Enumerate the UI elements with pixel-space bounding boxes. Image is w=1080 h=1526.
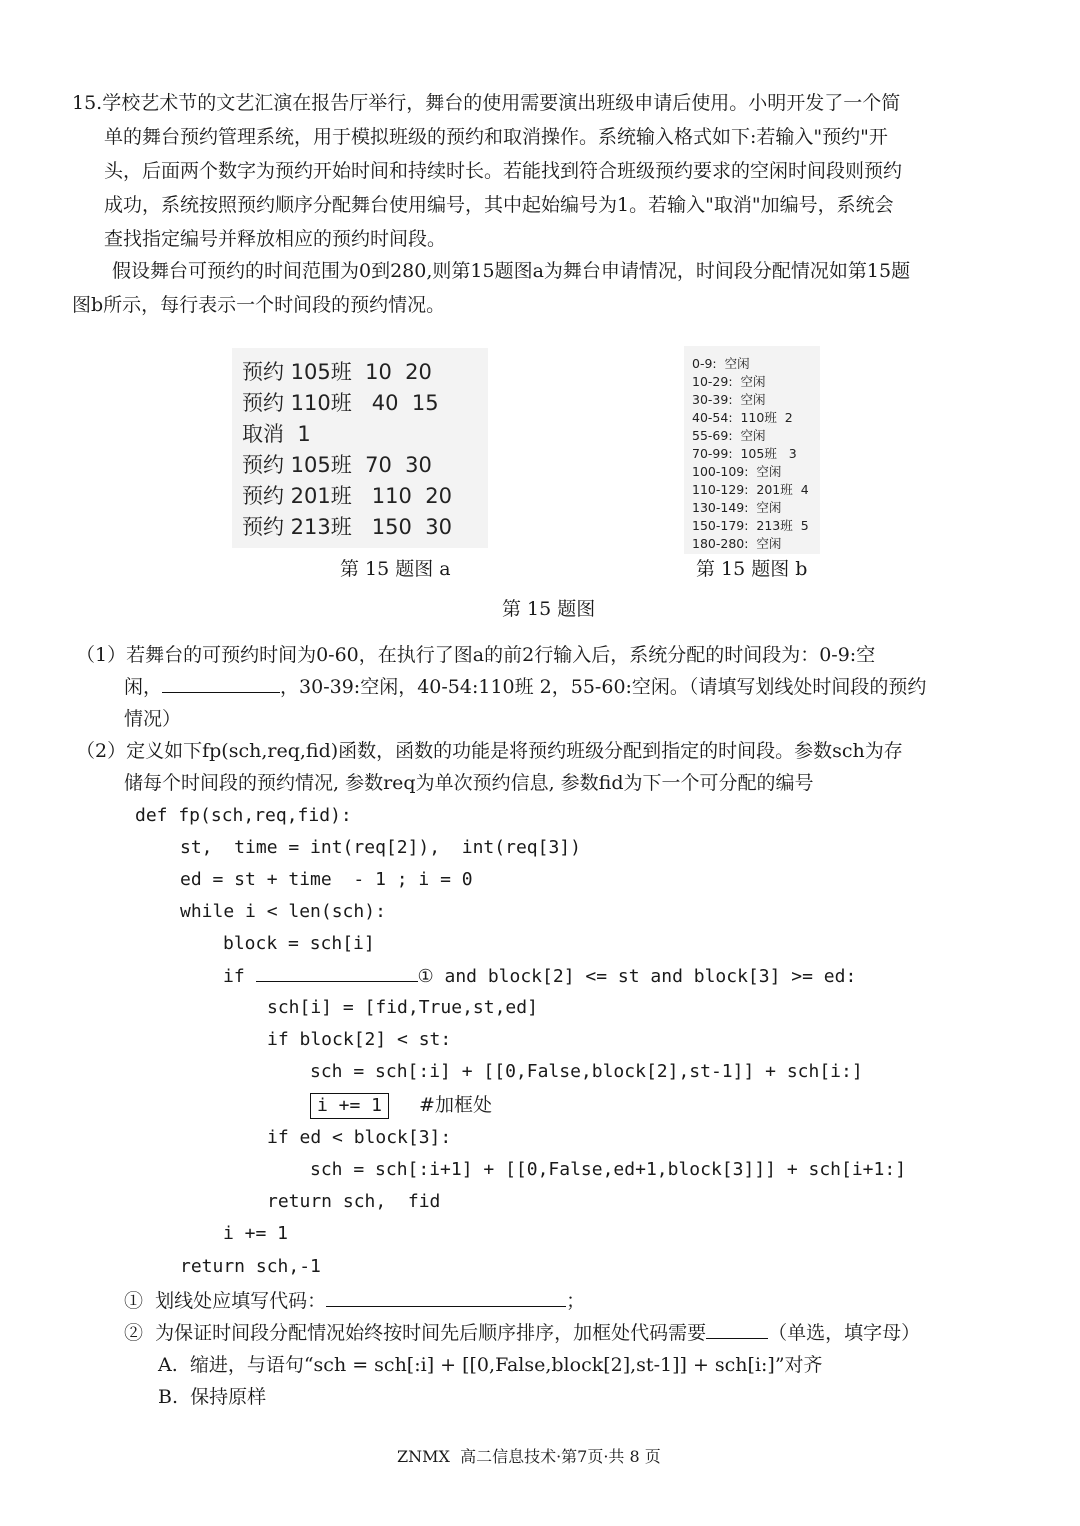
code-line-ed: ed = st + time - 1 ; i = 0 xyxy=(180,869,473,890)
page-footer: ZNMX 高二信息技术·第7页·共 8 页 xyxy=(397,1447,661,1466)
figure-group-caption: 第 15 题图 xyxy=(502,598,596,620)
answer-blank-sub2[interactable] xyxy=(706,1318,768,1339)
code-line-assign: st, time = int(req[2]), int(req[3]) xyxy=(180,837,581,858)
part1-text-a: 闲， xyxy=(124,676,163,698)
answer-blank-code[interactable] xyxy=(256,961,418,982)
question-number: 15. xyxy=(72,92,103,114)
figure-b-line: 130-149: 空闲 xyxy=(692,500,782,515)
code-line-if-st: if block[2] < st: xyxy=(267,1029,452,1050)
code-line-block: block = sch[i] xyxy=(223,933,375,954)
code-line-split-after: sch = sch[:i+1] + [[0,False,ed+1,block[3]]] + sch[i+1:] xyxy=(310,1159,907,1180)
subquestion-2-text: ② 为保证时间段分配情况始终按时间先后顺序排序，加框处代码需要 xyxy=(124,1322,707,1344)
code-line-if-ed: if ed < block[3]: xyxy=(267,1127,452,1148)
part1-line-2 xyxy=(124,672,926,702)
code-line-if xyxy=(223,961,856,992)
figure-a-line: 预约 105班 10 20 xyxy=(242,360,432,384)
figure-b-line: 10-29: 空闲 xyxy=(692,374,766,389)
question-line-2: 单的舞台预约管理系统，用于模拟班级的预约和取消操作。系统输入格式如下:若输入"预约"开 xyxy=(104,126,888,148)
figure-b xyxy=(684,346,820,554)
subquestion-1-text: ① 划线处应填写代码： xyxy=(124,1290,327,1312)
option-b: B. 保持原样 xyxy=(158,1386,267,1408)
code-if-condition: ① and block[2] <= st and block[3] >= ed: xyxy=(417,966,857,987)
question-line-6: 假设舞台可预约的时间范围为0到280,则第15题图a为舞台申请情况，时间段分配情况如第15题 xyxy=(112,260,911,282)
code-line-split-before: sch = sch[:i] + [[0,False,block[2],st-1]] + sch[i:] xyxy=(310,1061,863,1082)
part1-text-b: ，30-39:空闲，40-54:110班 2，55-60:空闲。（请填写划线处时间段的预约 xyxy=(280,676,927,698)
figure-b-line: 70-99: 105班 3 xyxy=(692,446,797,461)
question-text: 学校艺术节的文艺汇演在报告厅举行，舞台的使用需要演出班级申请后使用。小明开发了一个简 xyxy=(102,92,901,114)
code-line-boxed xyxy=(310,1090,492,1121)
figure-b-line: 180-280: 空闲 xyxy=(692,536,782,551)
figure-a xyxy=(232,348,488,548)
figure-a-line: 取消 1 xyxy=(242,422,311,446)
figure-a-line: 预约 110班 40 15 xyxy=(242,391,439,415)
subquestion-2 xyxy=(124,1318,920,1348)
question-line-3: 头，后面两个数字为预约开始时间和持续时长。若能找到符合班级预约要求的空闲时间段则预约 xyxy=(104,160,903,182)
code-line-increment: i += 1 xyxy=(223,1223,289,1244)
code-line-return-fail: return sch,-1 xyxy=(180,1256,321,1277)
part2-line-2: 储每个时间段的预约情况, 参数req为单次预约信息, 参数fid为下一个可分配的编号 xyxy=(124,772,814,794)
figure-a-line: 预约 213班 150 30 xyxy=(242,515,452,539)
part1-line-1: （1）若舞台的可预约时间为0-60，在执行了图a的前2行输入后，系统分配的时间段为：0-9:空 xyxy=(76,644,876,666)
boxed-code: i += 1 xyxy=(310,1093,389,1119)
question-line-4: 成功，系统按照预约顺序分配舞台使用编号，其中起始编号为1。若输入"取消"加编号，系统会 xyxy=(104,194,894,216)
code-line-while: while i < len(sch): xyxy=(180,901,386,922)
figure-a-line: 预约 201班 110 20 xyxy=(242,484,452,508)
figure-b-caption: 第 15 题图 b xyxy=(696,558,808,580)
answer-blank-sub1[interactable] xyxy=(326,1286,566,1307)
code-if-keyword: if xyxy=(223,966,256,987)
figure-b-line: 110-129: 201班 4 xyxy=(692,482,809,497)
code-line-def: def fp(sch,req,fid): xyxy=(135,805,352,826)
boxed-comment: #加框处 xyxy=(419,1094,492,1116)
subquestion-2-end: （单选，填字母） xyxy=(768,1322,921,1344)
part2-line-1: （2）定义如下fp(sch,req,fid)函数，函数的功能是将预约班级分配到指定的时间段。参数sch为存 xyxy=(76,740,903,762)
code-line-return-fid: return sch, fid xyxy=(267,1191,441,1212)
figure-b-line: 150-179: 213班 5 xyxy=(692,518,809,533)
option-a: A. 缩进，与语句“sch = sch[:i] + [[0,False,block[2],st-1]] + sch[i:]”对齐 xyxy=(158,1354,823,1376)
question-line-1 xyxy=(72,88,900,118)
figure-b-line: 30-39: 空闲 xyxy=(692,392,766,407)
figure-b-line: 40-54: 110班 2 xyxy=(692,410,793,425)
answer-blank-part1[interactable] xyxy=(162,672,280,693)
part1-line-3: 情况） xyxy=(124,708,182,730)
code-line-sch-assign: sch[i] = [fid,True,st,ed] xyxy=(267,997,538,1018)
figure-b-line: 0-9: 空闲 xyxy=(692,356,750,371)
figure-b-line: 55-69: 空闲 xyxy=(692,428,766,443)
question-line-7: 图b所示，每行表示一个时间段的预约情况。 xyxy=(72,294,446,316)
subquestion-1-end: ； xyxy=(566,1290,586,1312)
subquestion-1 xyxy=(124,1286,585,1316)
figure-b-line: 100-109: 空闲 xyxy=(692,464,782,479)
figure-a-caption: 第 15 题图 a xyxy=(340,558,451,580)
figure-a-line: 预约 105班 70 30 xyxy=(242,453,432,477)
question-line-5: 查找指定编号并释放相应的预约时间段。 xyxy=(104,228,447,250)
